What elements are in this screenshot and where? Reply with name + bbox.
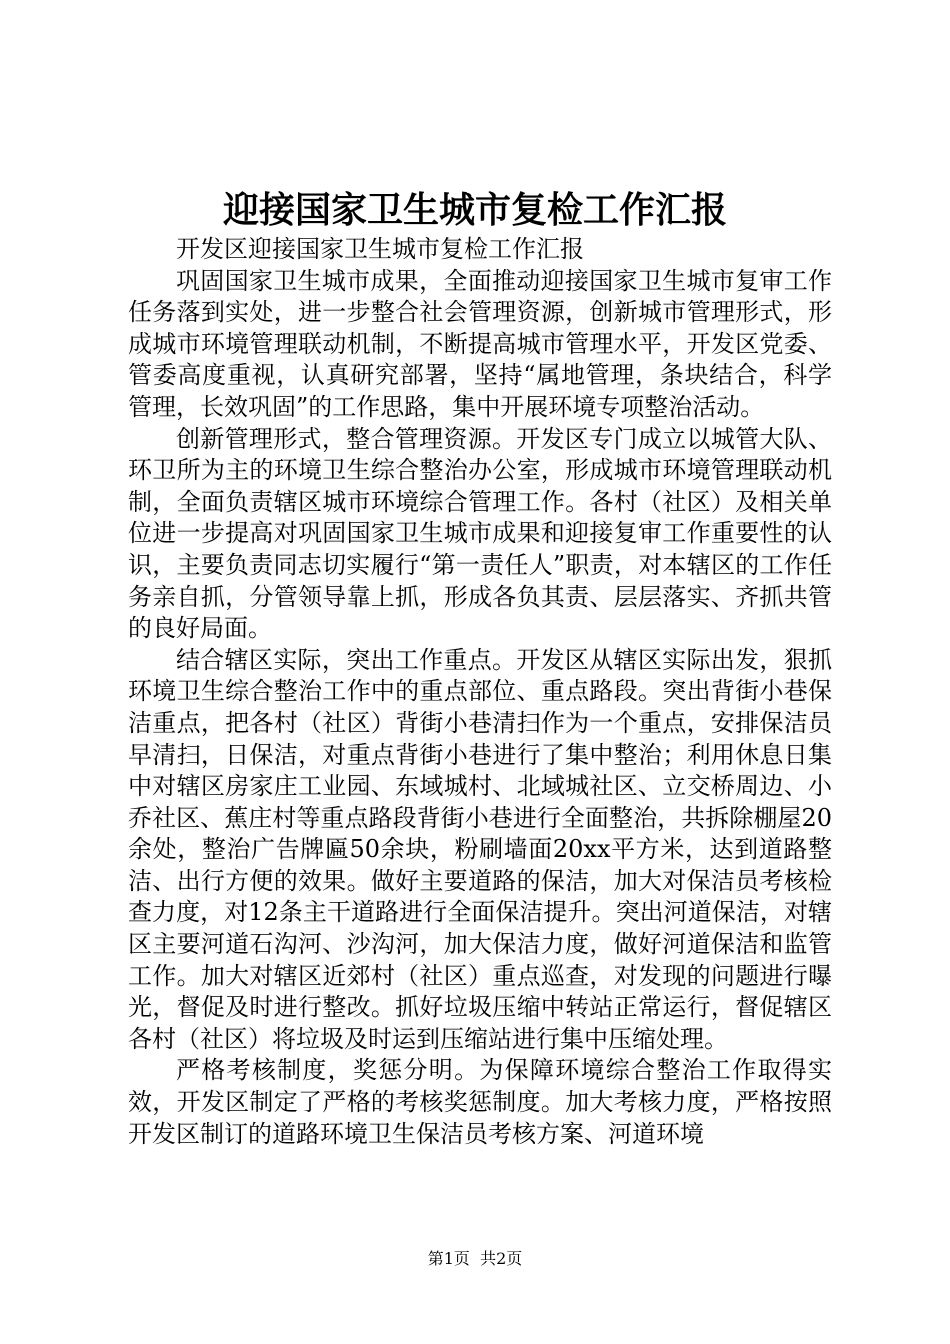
body-paragraph: 结合辖区实际，突出工作重点。开发区从辖区实际出发，狠抓环境卫生综合整治工作中的重点部位、重点路段。突出背街小巷保洁重点，把各村（社区）背街小巷清扫作为一个重点，安排保洁员早清扫，日保洁，对重点背街小巷进行了集中整治；利用休息日集中对辖区房家庄工业园、东域城村、北域城社区、立交桥周边、小乔社区、蕉庄村等重点路段背街小巷进行全面整治，共拆除棚屋20余处，整治广告牌匾50余块，粉刷墙面20xx平方米，达到道路整洁、出行方便的效果。做好主要道路的保洁，加大对保洁员考核检查力度，对12条主干道路进行全面保洁提升。突出河道保洁，对辖区主要河道石沟河、沙沟河，加大保洁力度，做好河道保洁和监管工作。加大对辖区近郊村（社区）重点巡查，对发现的问题进行曝光，督促及时进行整改。抓好垃圾压缩中转站正常运行，督促辖区各村（社区）将垃圾及时运到压缩站进行集中压缩处理。 bbox=[128, 645, 832, 1053]
page-footer bbox=[0, 1248, 950, 1270]
body-paragraph: 严格考核制度，奖惩分明。为保障环境综合整治工作取得实效，开发区制定了严格的考核奖惩制度。加大考核力度，严格按照开发区制订的道路环境卫生保洁员考核方案、河道环境 bbox=[128, 1056, 832, 1148]
document-body bbox=[128, 234, 832, 1150]
document-title: 迎接国家卫生城市复检工作汇报 bbox=[222, 189, 727, 231]
subtitle-paragraph: 开发区迎接国家卫生城市复检工作汇报 bbox=[176, 235, 584, 263]
page-number: 第1页 共2页 bbox=[427, 1249, 523, 1268]
body-paragraph: 巩固国家卫生城市成果，全面推动迎接国家卫生城市复审工作任务落到实处，进一步整合社会管理资源，创新城市管理形式，形成城市环境管理联动机制，不断提高城市管理水平，开发区党委、管委高度重视，认真研究部署，坚持“属地管理，条块结合，科学管理，长效巩固”的工作思路，集中开展环境专项整治活动。 bbox=[128, 266, 832, 421]
body-paragraph: 创新管理形式，整合管理资源。开发区专门成立以城管大队、环卫所为主的环境卫生综合整治办公室，形成城市环境管理联动机制，全面负责辖区城市环境综合管理工作。各村（社区）及相关单位进一步提高对巩固国家卫生城市成果和迎接复审工作重要性的认识，主要负责同志切实履行“第一责任人”职责，对本辖区的工作任务亲自抓，分管领导靠上抓，形成各负其责、层层落实、齐抓共管的良好局面。 bbox=[128, 424, 832, 643]
